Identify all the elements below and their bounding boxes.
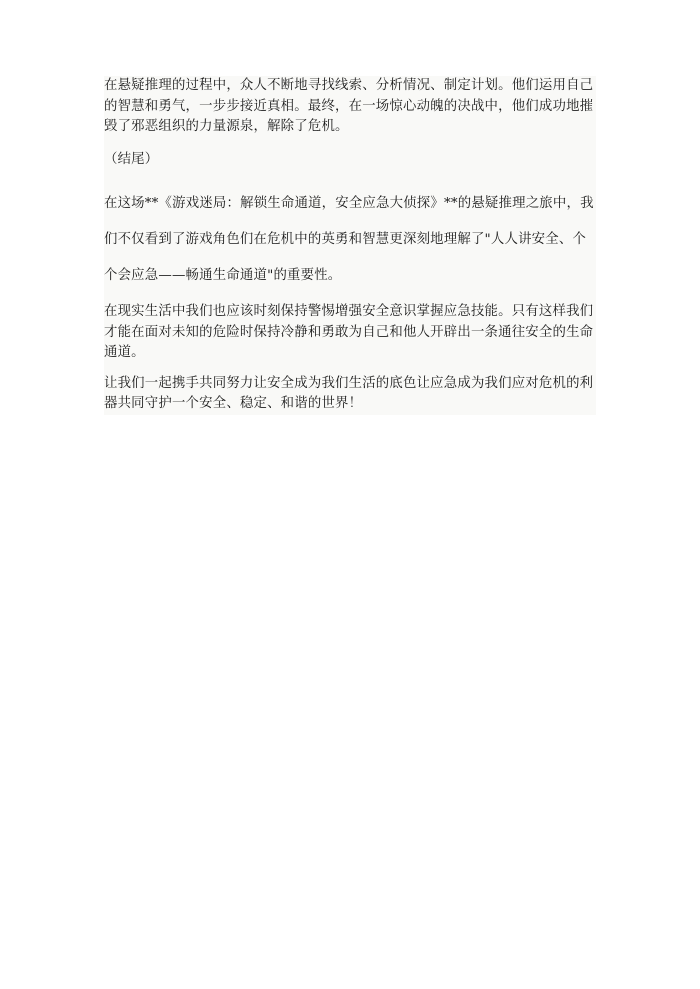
document-body bbox=[104, 76, 596, 415]
text-line: 才能在面对未知的危险时保持冷静和勇敢为自己和他人开辟出一条通往安全的生命 bbox=[104, 324, 594, 340]
text-line: 在现实生活中我们也应该时刻保持警惕增强安全意识掌握应急技能。只有这样我们 bbox=[104, 304, 594, 319]
text-line: 个会应急——畅通生命通道"的重要性。 bbox=[104, 268, 342, 283]
text-line: 器共同守护一个安全、稳定、和谐的世界！ bbox=[104, 396, 363, 411]
paragraph-call-to-action bbox=[104, 374, 596, 415]
text-line: （结尾） bbox=[104, 151, 159, 167]
text-line: 通道。 bbox=[104, 345, 145, 360]
text-line: 让我们一起携手共同努力让安全成为我们生活的底色让应急成为我们应对危机的利 bbox=[104, 375, 594, 391]
paragraph-conclusion bbox=[104, 186, 596, 294]
text-line: 毁了邪恶组织的力量源泉，解除了危机。 bbox=[104, 119, 349, 134]
text-line: 在悬疑推理的过程中，众人不断地寻找线索、分析情况、制定计划。他们运用自己 bbox=[104, 78, 594, 93]
text-line: 的智慧和勇气，一步步接近真相。最终，在一场惊心动魄的决战中，他们成功地摧 bbox=[104, 98, 594, 114]
section-heading-ending bbox=[104, 150, 596, 171]
text-line: 在这场**《游戏迷局：解锁生命通道，安全应急大侦探》**的悬疑推理之旅中，我 bbox=[104, 196, 594, 211]
paragraph-real-life bbox=[104, 302, 596, 364]
paragraph-climax bbox=[104, 76, 596, 138]
text-line: 们不仅看到了游戏角色们在危机中的英勇和智慧更深刻地理解了"人人讲安全、个 bbox=[104, 232, 587, 247]
